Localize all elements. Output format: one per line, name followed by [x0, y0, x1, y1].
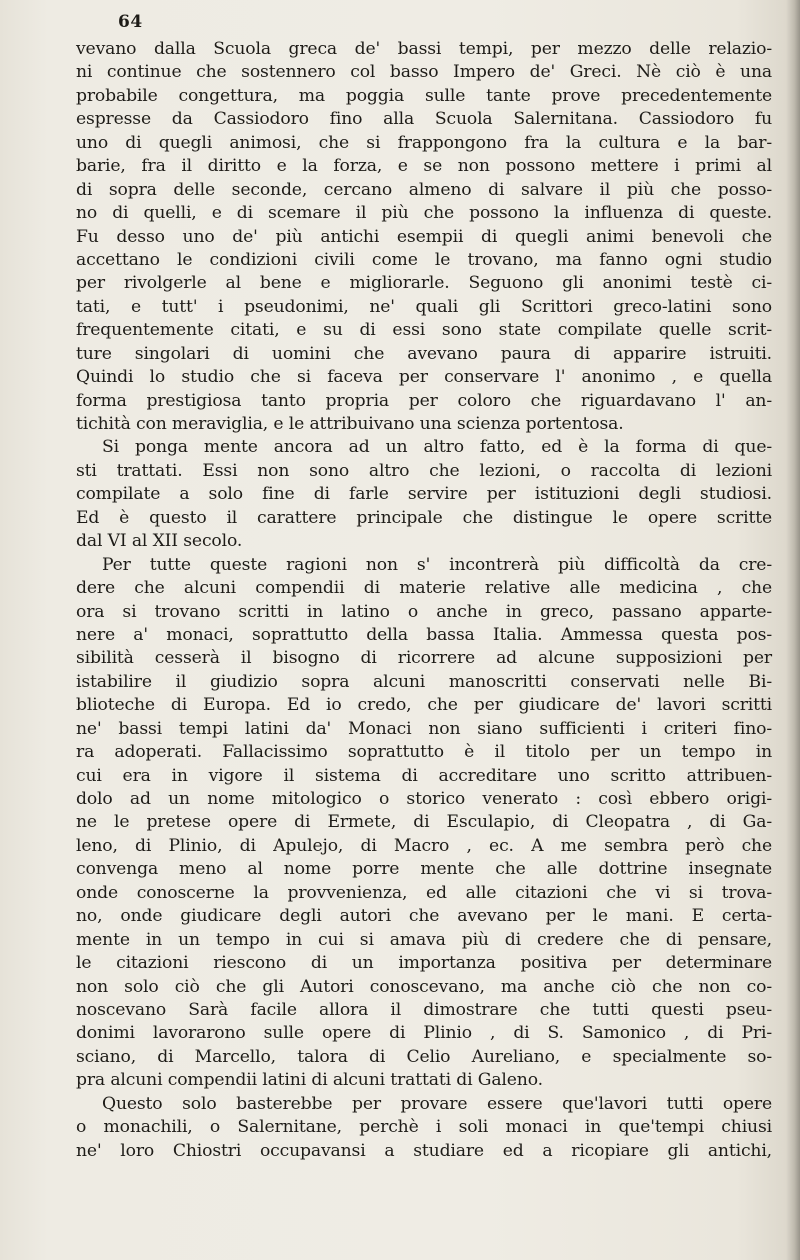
text-line: Fu desso uno de' più antichi esempii di quegli animi benevoli che [76, 226, 772, 247]
text-line: ture singolari di uomini che avevano paura di apparire istruiti. [76, 343, 772, 364]
text-line: ne' bassi tempi latini da' Monaci non siano sufficienti i criteri fino- [76, 718, 772, 739]
text-line: sciano, di Marcello, talora di Celio Aureliano, e specialmente so- [76, 1046, 772, 1067]
text-line: mente in un tempo in cui si amava più di credere che di pensare, [76, 929, 772, 950]
text-line: ne' loro Chiostri occupavansi a studiare ed a ricopiare gli antichi, [76, 1140, 772, 1161]
text-line: forma prestigiosa tanto propria per coloro che riguardavano l' an- [76, 390, 772, 411]
text-line: nere a' monaci, soprattutto della bassa Italia. Ammessa questa pos- [76, 624, 772, 645]
text-line: espresse da Cassiodoro fino alla Scuola Salernitana. Cassiodoro fu [76, 109, 772, 130]
text-line: non solo ciò che gli Autori conoscevano, ma anche ciò che non co- [76, 976, 772, 997]
text-line: accettano le condizioni civili come le trovano, ma fanno ogni studio [76, 249, 772, 270]
text-line: donimi lavorarono sulle opere di Plinio , di S. Samonico , di Pri- [76, 1023, 772, 1044]
text-line: frequentemente citati, e su di essi sono state compilate quelle scrit- [76, 320, 772, 341]
text-line: o monachili, o Salernitane, perchè i soli monaci in que'tempi chiusi [76, 1117, 772, 1138]
text-line: ne le pretese opere di Ermete, di Esculapio, di Cleopatra , di Ga- [76, 812, 772, 833]
page-edge-shadow [786, 0, 800, 1260]
text-line: tichità con meraviglia, e le attribuivano una scienza portentosa. [76, 414, 624, 434]
text-line: dere che alcuni compendii di materie relative alle medicina , che [76, 578, 772, 599]
text-line: Per tutte queste ragioni non s' incontrerà più difficoltà da cre- [102, 554, 772, 575]
text-line: ora si trovano scritti in latino o anche in greco, passano apparte- [76, 601, 772, 622]
text-line: barie, fra il diritto e la forza, e se non possono mettere i primi al [76, 156, 772, 177]
text-line: Si ponga mente ancora ad un altro fatto, ed è la forma di que- [102, 437, 772, 458]
text-line: compilate a solo fine di farle servire per istituzioni degli studiosi. [76, 484, 772, 505]
page-number: 64 [118, 12, 143, 32]
text-line: probabile congettura, ma poggia sulle tante prove precedentemente [76, 85, 772, 106]
text-line: pra alcuni compendii latini di alcuni trattati di Galeno. [76, 1070, 543, 1091]
text-line: istabilire il giudizio sopra alcuni manoscritti conservati nelle Bi- [76, 671, 772, 692]
text-line: dal VI al XII secolo. [76, 531, 243, 552]
text-line: blioteche di Europa. Ed io credo, che per giudicare de' lavori scritti [76, 695, 772, 716]
text-line: uno di quegli animosi, che si frappongono fra la cultura e la bar- [76, 132, 772, 153]
text-line: sibilità cesserà il bisogno di ricorrere ad alcune supposizioni per [76, 648, 772, 669]
text-line: no, onde giudicare degli autori che avevano per le mani. E certa- [76, 906, 772, 927]
text-line: no di quelli, e di scemare il più che possono la influenza di queste. [76, 203, 772, 224]
text-line: sti trattati. Essi non sono altro che lezioni, o raccolta di lezioni [76, 460, 772, 481]
text-line: vevano dalla Scuola greca de' bassi tempi, per mezzo delle relazio- [76, 39, 772, 59]
text-line: cui era in vigore il sistema di accreditare uno scritto attribuen- [76, 765, 772, 786]
text-line: le citazioni riescono di un importanza positiva per determinare [76, 953, 772, 974]
text-line: ni continue che sostennero col basso Impero de' Greci. Nè ciò è una [76, 62, 772, 83]
text-line: ra adoperati. Fallacissimo soprattutto è il titolo per un tempo in [76, 742, 772, 763]
text-line: dolo ad un nome mitologico o storico venerato : così ebbero origi- [76, 789, 772, 809]
text-line: di sopra delle seconde, cercano almeno di salvare il più che posso- [76, 179, 772, 200]
text-line: onde conoscerne la provvenienza, ed alle citazioni che vi si trova- [76, 882, 772, 903]
text-line: tati, e tutt' i pseudonimi, ne' quali gli Scrittori greco-latini sono [76, 296, 772, 317]
text-line: Questo solo basterebbe per provare essere que'lavori tutti opere [102, 1093, 772, 1114]
body-text [76, 38, 772, 1163]
text-line: Ed è questo il carattere principale che distingue le opere scritte [76, 507, 772, 528]
text-line: per rivolgerle al bene e migliorarle. Seguono gli anonimi testè ci- [76, 273, 772, 294]
text-line: leno, di Plinio, di Apulejo, di Macro , ec. A me sembra però che [76, 835, 772, 856]
text-line: noscevano Sarà facile allora il dimostrare che tutti questi pseu- [76, 999, 772, 1020]
text-line: Quindi lo studio che si faceva per conservare l' anonimo , e quella [76, 367, 772, 388]
text-line: convenga meno al nome porre mente che alle dottrine insegnate [76, 859, 772, 880]
